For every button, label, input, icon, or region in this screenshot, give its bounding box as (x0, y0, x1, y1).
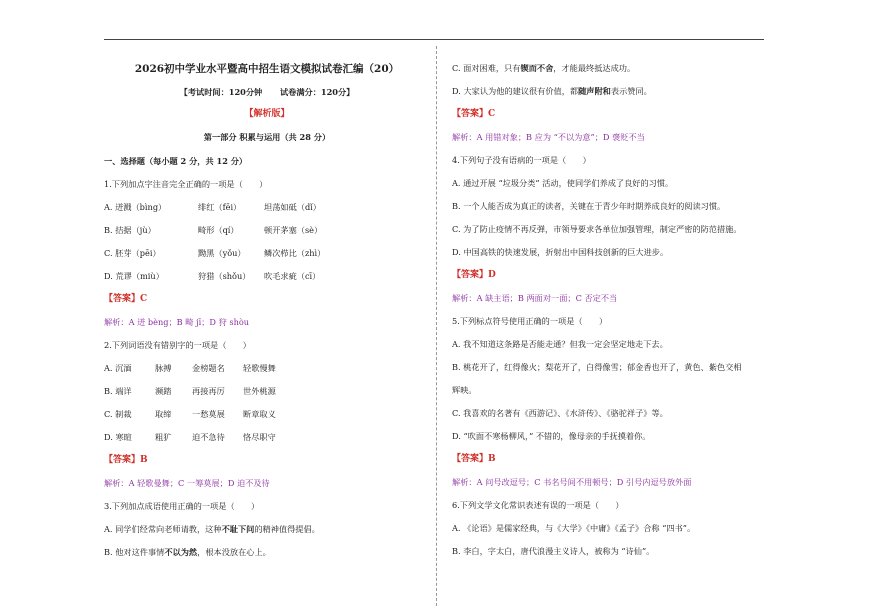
q4-option-a: A. 通过开展 “垃圾分类” 活动，使同学们养成了良好的习惯。 (452, 178, 674, 188)
q1-option-d: D. 荒谬（miù） 狩猎（shǒu） 吹毛求疵（cī） (104, 271, 321, 281)
q2-analysis: 解析：A 轻歌曼舞；C 一筹莫展；D 迫不及待 (104, 478, 270, 488)
column-divider (436, 46, 437, 606)
q4-option-b: B. 一个人能否成为真正的读者，关键在于青少年时期养成良好的阅读习惯。 (452, 201, 726, 211)
exam-time: 【考试时间：120分钟 (179, 87, 263, 97)
q2-option-d: D. 寒暄 粗犷 迫不急待 恪尽职守 (104, 432, 276, 442)
q4-option-c: C. 为了防止疫情不再反弹，市领导要求各单位加强管理，制定严密的防范措施。 (452, 224, 742, 234)
q1-stem: 1.下列加点字注音完全正确的一项是（ ） (104, 179, 268, 189)
q5-option-d: D. “吹面不寒杨柳风，” 不错的，像母亲的手抚摸着你。 (452, 431, 651, 441)
q5-option-b: B. 桃花开了，红得像火；梨花开了，白得像雪；郁金香也开了，黄色、紫色交相 (452, 362, 742, 372)
q1-option-a: A. 迸溅（bìng） 绯红（fēi） 坦荡如砥（dǐ） (104, 202, 321, 212)
q3-analysis: 解析：A 用错对象；B 应为 “不以为意”；D 褒贬不当 (452, 132, 645, 142)
q5-answer: 【答案】B (452, 454, 496, 464)
q3-option-b: B. 他对这件事情不以为然，根本没放在心上。 (104, 547, 271, 557)
q2-stem: 2.下列词语没有错别字的一项是（ ） (104, 340, 251, 350)
q5-stem: 5.下列标点符号使用正确的一项是（ ） (452, 316, 608, 326)
left-column (104, 0, 430, 615)
q3-answer: 【答案】C (452, 109, 496, 119)
q3-b-idiom: 不以为然 (164, 547, 198, 557)
q4-answer: 【答案】D (452, 270, 496, 280)
q3-a-idiom: 不耻下问 (221, 524, 255, 534)
q1-answer: 【答案】C (104, 294, 148, 304)
q4-option-d: D. 中国高铁的快速发展，折射出中国科技创新的巨大进步。 (452, 247, 669, 257)
q2-option-c: C. 制裁 取缔 一愁莫展 断章取义 (104, 409, 276, 419)
q4-stem: 4.下列句子没有语病的一项是（ ） (452, 155, 591, 165)
q3-c-idiom: 锲而不舍 (520, 63, 554, 73)
q6-stem: 6.下列文学文化常识表述有误的一项是（ ） (452, 500, 624, 510)
version-label: 【解析版】 (244, 109, 290, 119)
q3-option-a: A. 同学们经常向老师请教，这种不耻下问的精神值得提倡。 (104, 524, 320, 534)
right-column (452, 0, 764, 615)
q1-option-c: C. 胚芽（pēi） 黝黑（yǒu） 鳞次栉比（zhì） (104, 248, 326, 258)
q2-option-b: B. 端详 濒踏 再接再厉 世外桃源 (104, 386, 276, 396)
q2-answer: 【答案】B (104, 455, 148, 465)
q3-d-idiom: 随声附和 (578, 86, 611, 96)
q3-option-c: C. 面对困难，只有锲而不舍，才能最终抵达成功。 (452, 63, 636, 73)
exam-score: 试卷满分：120分】 (279, 87, 355, 97)
q5-analysis: 解析：A 问号改逗号；C 书名号间不用顿号；D 引号内逗号放外面 (452, 477, 692, 487)
q3-option-d: D. 大家认为他的建议很有价值，都随声附和表示赞同。 (452, 86, 652, 96)
q1-analysis: 解析：A 迸 bèng；B 畸 jī；D 狩 shòu (104, 317, 250, 327)
q2-option-a: A. 沉湎 脉搏 金榜题名 轻歌慢舞 (104, 363, 276, 373)
part-heading: 第一部分 积累与运用（共 28 分） (203, 132, 331, 142)
q1-option-b: B. 拮据（jù） 畸形（qí） 顿开茅塞（sè） (104, 225, 323, 235)
exam-info (104, 86, 430, 98)
exam-title: 2026初中学业水平暨高中招生语文模拟试卷汇编（20） (134, 63, 400, 75)
q5-option-a: A. 我不知道这条路是否能走通？但我一定会坚定地走下去。 (452, 339, 668, 349)
section-heading: 一、选择题（每小题 2 分，共 12 分） (104, 156, 248, 166)
q6-option-b: B. 李白，字太白，唐代浪漫主义诗人，被称为 “诗仙”。 (452, 546, 655, 556)
q6-option-a: A. 《论语》是儒家经典，与《大学》《中庸》《孟子》合称 “四书”。 (452, 523, 696, 533)
q4-analysis: 解析：A 缺主语；B 两面对一面；C 否定不当 (452, 293, 618, 303)
q3-stem: 3.下列加点成语使用正确的一项是（ ） (104, 501, 260, 511)
q5-option-b-cont: 辉映。 (452, 385, 477, 395)
q5-option-c: C. 我喜欢的名著有《西游记》、《水浒传》、《骆驼祥子》等。 (452, 408, 668, 418)
